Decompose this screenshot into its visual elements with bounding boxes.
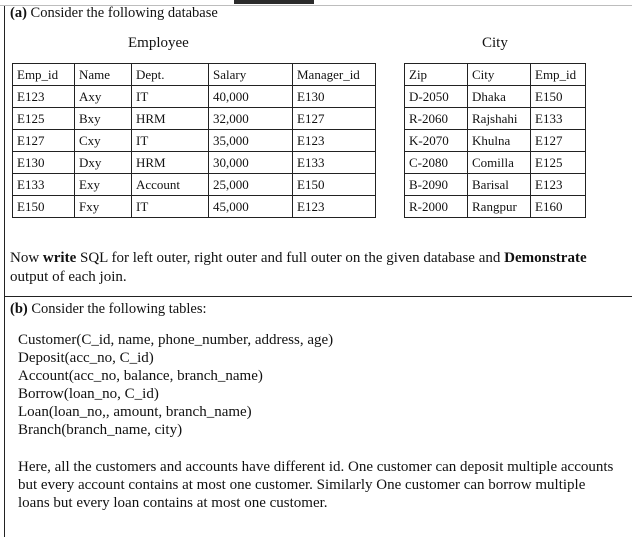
- table-cell: E133: [531, 108, 586, 130]
- question-line-2: output of each join.: [10, 269, 127, 285]
- table-cell: Axy: [75, 86, 132, 108]
- table-cell: E150: [293, 174, 376, 196]
- table-cell: Fxy: [75, 196, 132, 218]
- table-cell: Comilla: [468, 152, 531, 174]
- table-cell: E123: [293, 130, 376, 152]
- header-cell: City: [468, 64, 531, 86]
- table-cell: E123: [13, 86, 75, 108]
- table-cell: E133: [293, 152, 376, 174]
- table-cell: Bxy: [75, 108, 132, 130]
- employee-table: [12, 63, 376, 218]
- table-cell: 35,000: [209, 130, 293, 152]
- table-cell: 30,000: [209, 152, 293, 174]
- city-caption: City: [482, 35, 508, 51]
- part-b-label: (b): [10, 301, 28, 317]
- table-row: [13, 152, 376, 174]
- part-a-question: [10, 249, 632, 287]
- table-cell: Account: [132, 174, 209, 196]
- table-cell: Cxy: [75, 130, 132, 152]
- header-cell: Emp_id: [13, 64, 75, 86]
- schema-line: Deposit(acc_no, C_id): [18, 350, 154, 366]
- schema-list: [18, 331, 333, 439]
- table-cell: E130: [293, 86, 376, 108]
- header-cell: Emp_id: [531, 64, 586, 86]
- question-text: SQL for left outer, right outer and full outer on the given database and: [76, 250, 505, 266]
- table-cell: E123: [293, 196, 376, 218]
- table-header-row: [13, 64, 376, 86]
- table-cell: Exy: [75, 174, 132, 196]
- table-cell: IT: [132, 86, 209, 108]
- table-cell: E150: [13, 196, 75, 218]
- table-cell: 25,000: [209, 174, 293, 196]
- table-cell: HRM: [132, 152, 209, 174]
- part-a-heading: [10, 5, 218, 22]
- table-row: [13, 130, 376, 152]
- table-row: [405, 130, 586, 152]
- table-row: [13, 108, 376, 130]
- table-cell: Dhaka: [468, 86, 531, 108]
- schema-line: Loan(loan_no,, amount, branch_name): [18, 404, 252, 420]
- header-cell: Zip: [405, 64, 468, 86]
- table-cell: E127: [13, 130, 75, 152]
- table-cell: Khulna: [468, 130, 531, 152]
- table-row: [405, 174, 586, 196]
- table-row: [405, 152, 586, 174]
- table-cell: E150: [531, 86, 586, 108]
- table-row: [13, 174, 376, 196]
- table-cell: E133: [13, 174, 75, 196]
- table-cell: 40,000: [209, 86, 293, 108]
- table-cell: E127: [293, 108, 376, 130]
- table-cell: C-2080: [405, 152, 468, 174]
- table-cell: Rajshahi: [468, 108, 531, 130]
- table-row: [405, 108, 586, 130]
- table-cell: D-2050: [405, 86, 468, 108]
- schema-line: Customer(C_id, name, phone_number, address, age): [18, 332, 334, 348]
- question-line-1: [10, 249, 632, 268]
- part-b-heading-text: Consider the following tables:: [27, 301, 207, 317]
- part-b-description: Here, all the customers and accounts have different id. One customer can deposit multiple accounts but every account contains at most one customer. Similarly One customer can borrow multiple loans but every loan contains at most one customer.: [18, 459, 614, 511]
- schema-line: Branch(branch_name, city): [18, 422, 183, 438]
- table-cell: R-2060: [405, 108, 468, 130]
- city-table: [404, 63, 586, 218]
- header-cell: Manager_id: [293, 64, 376, 86]
- table-cell: IT: [132, 130, 209, 152]
- table-cell: 32,000: [209, 108, 293, 130]
- table-cell: E127: [531, 130, 586, 152]
- question-bold-demonstrate: Demonstrate: [504, 250, 587, 266]
- top-dark-strip: [234, 0, 314, 4]
- header-cell: Salary: [209, 64, 293, 86]
- table-row: [13, 86, 376, 108]
- schema-line: Account(acc_no, balance, branch_name): [18, 368, 263, 384]
- question-text: Now: [10, 250, 43, 266]
- table-cell: E125: [13, 108, 75, 130]
- table-cell: Rangpur: [468, 196, 531, 218]
- table-cell: E130: [13, 152, 75, 174]
- table-cell: R-2000: [405, 196, 468, 218]
- table-cell: E160: [531, 196, 586, 218]
- table-row: [405, 196, 586, 218]
- part-a-label: (a): [10, 5, 27, 21]
- schema-line: Borrow(loan_no, C_id): [18, 386, 159, 402]
- employee-caption: Employee: [128, 35, 189, 51]
- table-cell: Barisal: [468, 174, 531, 196]
- table-row: [405, 86, 586, 108]
- part-a-heading-text: Consider the following database: [26, 5, 218, 21]
- table-cell: B-2090: [405, 174, 468, 196]
- table-cell: 45,000: [209, 196, 293, 218]
- table-header-row: [405, 64, 586, 86]
- table-cell: E125: [531, 152, 586, 174]
- table-row: [13, 196, 376, 218]
- table-cell: E123: [531, 174, 586, 196]
- table-cell: HRM: [132, 108, 209, 130]
- header-cell: Dept.: [132, 64, 209, 86]
- table-cell: K-2070: [405, 130, 468, 152]
- table-cell: Dxy: [75, 152, 132, 174]
- table-cell: IT: [132, 196, 209, 218]
- part-b-heading: [10, 301, 207, 318]
- header-cell: Name: [75, 64, 132, 86]
- question-bold-write: write: [42, 250, 77, 266]
